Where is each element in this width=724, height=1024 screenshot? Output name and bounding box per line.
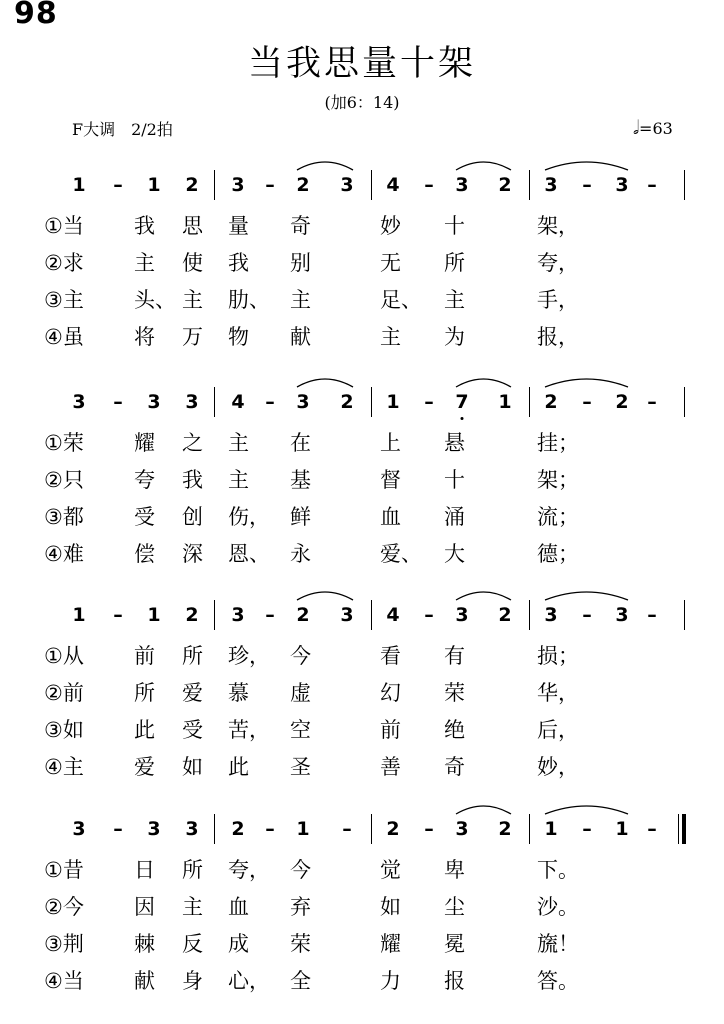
- lyric-syllable: 主: [380, 325, 401, 349]
- lyric-syllable: 主: [228, 431, 249, 455]
- lyric-syllable: 主: [444, 288, 465, 312]
- note: 7: [455, 391, 469, 413]
- lyric-syllable: ①荣: [44, 431, 84, 455]
- hymn-number: 98: [14, 0, 58, 31]
- lyric-syllable: ③都: [44, 505, 84, 529]
- note: 2: [498, 818, 512, 840]
- lyric-syllable: 偿: [134, 542, 155, 566]
- tie-arc: [297, 162, 353, 170]
- lyric-syllable: 如: [182, 755, 203, 779]
- lyric-syllable: 成: [228, 932, 249, 956]
- lyric-syllable: 伤，: [228, 505, 270, 529]
- lyric-syllable: 今: [290, 644, 311, 668]
- tie-arc: [297, 379, 353, 387]
- lyric-syllable: 幻: [380, 681, 401, 705]
- lyric-syllable: 主: [182, 895, 203, 919]
- dash-note: –: [265, 391, 275, 413]
- note: 2: [296, 174, 310, 196]
- dash-note: –: [342, 818, 352, 840]
- lyric-syllable: 卑: [444, 858, 465, 882]
- lyric-syllable: 如: [380, 895, 401, 919]
- tie-arc: [297, 592, 353, 600]
- lyric-syllable: 华，: [537, 681, 579, 705]
- lyric-syllable: ①当: [44, 214, 84, 238]
- lyric-syllable: 因: [134, 895, 155, 919]
- note: 1: [544, 818, 558, 840]
- lyric-syllable: 架，: [537, 214, 579, 238]
- lyric-syllable: ②求: [44, 251, 84, 275]
- dash-note: –: [582, 604, 592, 626]
- lyric-syllable: 十: [444, 468, 465, 492]
- lyric-syllable: 夸，: [537, 251, 579, 275]
- note: 3: [544, 174, 558, 196]
- lyric-syllable: 心，: [228, 969, 270, 993]
- tie-arc: [545, 379, 628, 387]
- note: 3: [147, 391, 161, 413]
- lyric-syllable: 献: [134, 969, 155, 993]
- dash-note: –: [424, 174, 434, 196]
- lyric-syllable: 德；: [537, 542, 579, 566]
- dash-note: –: [265, 174, 275, 196]
- lyric-syllable: 报，: [537, 325, 579, 349]
- note: 3: [455, 604, 469, 626]
- lyric-syllable: 耀: [380, 932, 401, 956]
- note: 3: [296, 391, 310, 413]
- lyric-syllable: 妙，: [537, 755, 579, 779]
- lyric-syllable: 永: [290, 542, 311, 566]
- lyric-syllable: 慕: [228, 681, 249, 705]
- lyric-syllable: 使: [182, 251, 203, 275]
- note: 2: [185, 604, 199, 626]
- dash-note: –: [424, 391, 434, 413]
- lyric-syllable: ④主: [44, 755, 84, 779]
- note: 4: [386, 604, 400, 626]
- note: 3: [615, 604, 629, 626]
- lyric-syllable: ①从: [44, 644, 84, 668]
- lyric-syllable: 珍，: [228, 644, 270, 668]
- dash-note: –: [647, 174, 657, 196]
- lyric-syllable: 深: [182, 542, 203, 566]
- dash-note: –: [113, 174, 123, 196]
- lyric-syllable: 日: [134, 858, 155, 882]
- lyric-syllable: 血: [380, 505, 401, 529]
- note: 3: [455, 174, 469, 196]
- note: 1: [498, 391, 512, 413]
- note: 1: [147, 174, 161, 196]
- lyric-syllable: 主: [182, 288, 203, 312]
- lyric-syllable: 空: [290, 718, 311, 742]
- lyric-syllable: 将: [134, 325, 155, 349]
- dash-note: –: [113, 391, 123, 413]
- lyric-syllable: 量: [228, 214, 249, 238]
- lyric-syllable: 督: [380, 468, 401, 492]
- tie-arc: [456, 806, 511, 814]
- tie-arc: [545, 162, 628, 170]
- lyric-syllable: 我: [182, 468, 203, 492]
- lyric-syllable: ③如: [44, 718, 84, 742]
- lyric-syllable: ④难: [44, 542, 84, 566]
- note: 1: [615, 818, 629, 840]
- lyric-syllable: ②前: [44, 681, 84, 705]
- dash-note: –: [265, 604, 275, 626]
- lyric-syllable: 奇: [444, 755, 465, 779]
- lyric-syllable: 架；: [537, 468, 579, 492]
- lyric-syllable: 圣: [290, 755, 311, 779]
- lyric-syllable: 此: [134, 718, 155, 742]
- note: 2: [498, 174, 512, 196]
- lyric-syllable: 虚: [290, 681, 311, 705]
- dash-note: –: [582, 818, 592, 840]
- lyric-syllable: 所: [182, 644, 203, 668]
- lyric-syllable: ④虽: [44, 325, 84, 349]
- lyric-syllable: ③主: [44, 288, 84, 312]
- dash-note: –: [647, 604, 657, 626]
- note: 3: [185, 391, 199, 413]
- dash-note: –: [582, 174, 592, 196]
- dash-note: –: [647, 818, 657, 840]
- lyric-syllable: 荣: [290, 932, 311, 956]
- lyric-syllable: 献: [290, 325, 311, 349]
- note: 4: [386, 174, 400, 196]
- lyric-syllable: 反: [182, 932, 203, 956]
- lyric-syllable: 下。: [537, 858, 579, 882]
- lyric-syllable: 我: [134, 214, 155, 238]
- lyric-syllable: 力: [380, 969, 401, 993]
- lyric-syllable: 有: [444, 644, 465, 668]
- lyric-syllable: 耀: [134, 431, 155, 455]
- lyric-syllable: 所: [444, 251, 465, 275]
- hymn-title: 当我思量十架: [247, 44, 476, 84]
- lyric-syllable: 流；: [537, 505, 579, 529]
- lyric-syllable: 此: [228, 755, 249, 779]
- lyric-syllable: 基: [290, 468, 311, 492]
- note: 2: [386, 818, 400, 840]
- lyric-syllable: 荣: [444, 681, 465, 705]
- lyric-syllable: 弃: [290, 895, 311, 919]
- note: 1: [72, 174, 86, 196]
- key-signature: F大调 2/2拍: [72, 120, 173, 139]
- lyric-syllable: 觉: [380, 858, 401, 882]
- lyric-syllable: 身: [182, 969, 203, 993]
- lyric-syllable: 夸，: [228, 858, 270, 882]
- lyric-syllable: 旒！: [537, 932, 579, 956]
- lyric-syllable: 后，: [537, 718, 579, 742]
- note: 1: [386, 391, 400, 413]
- note: 2: [340, 391, 354, 413]
- lyric-syllable: 受: [134, 505, 155, 529]
- note: 2: [296, 604, 310, 626]
- lyric-syllable: 大: [444, 542, 465, 566]
- note: 2: [185, 174, 199, 196]
- lyric-syllable: 沙。: [537, 895, 579, 919]
- lyric-syllable: ②只: [44, 468, 84, 492]
- lyric-syllable: 爱、: [380, 542, 422, 566]
- lyric-syllable: 尘: [444, 895, 465, 919]
- lyric-syllable: 答。: [537, 969, 579, 993]
- lyric-syllable: 全: [290, 969, 311, 993]
- note: 3: [544, 604, 558, 626]
- dash-note: –: [424, 604, 434, 626]
- lyric-syllable: 主: [228, 468, 249, 492]
- note: 3: [147, 818, 161, 840]
- lyric-syllable: 今: [290, 858, 311, 882]
- tie-arc: [545, 806, 628, 814]
- lyric-syllable: 我: [228, 251, 249, 275]
- half-note-icon: 𝅗𝅥: [633, 117, 640, 139]
- tie-arc: [456, 592, 511, 600]
- lyric-syllable: 在: [290, 431, 311, 455]
- lyric-syllable: ③荆: [44, 932, 84, 956]
- lyric-syllable: 之: [182, 431, 203, 455]
- lyric-syllable: 受: [182, 718, 203, 742]
- lyric-syllable: 所: [134, 681, 155, 705]
- note: 3: [72, 818, 86, 840]
- note: 3: [72, 391, 86, 413]
- lyric-syllable: 损；: [537, 644, 579, 668]
- note: 1: [147, 604, 161, 626]
- lyric-syllable: 夸: [134, 468, 155, 492]
- lyric-syllable: 棘: [134, 932, 155, 956]
- lyric-syllable: 悬: [444, 431, 465, 455]
- lyric-syllable: ①昔: [44, 858, 84, 882]
- lyric-syllable: 十: [444, 214, 465, 238]
- note: 3: [231, 174, 245, 196]
- note: 2: [615, 391, 629, 413]
- note: 1: [72, 604, 86, 626]
- lyric-syllable: 前: [380, 718, 401, 742]
- lyric-syllable: 物: [228, 325, 249, 349]
- note: 2: [231, 818, 245, 840]
- lyric-syllable: ④当: [44, 969, 84, 993]
- lyric-syllable: 爱: [182, 681, 203, 705]
- lyric-syllable: 思: [182, 214, 203, 238]
- lyric-syllable: 妙: [380, 214, 401, 238]
- tie-arc: [456, 162, 511, 170]
- lyric-syllable: 无: [380, 251, 401, 275]
- lyric-syllable: 足、: [380, 288, 422, 312]
- note: 3: [615, 174, 629, 196]
- tie-arc: [456, 379, 511, 387]
- dash-note: –: [582, 391, 592, 413]
- lyric-syllable: 绝: [444, 718, 465, 742]
- lyric-syllable: 报: [444, 969, 465, 993]
- lyric-syllable: 苦，: [228, 718, 270, 742]
- note: 3: [185, 818, 199, 840]
- tempo-value: =63: [639, 119, 673, 138]
- dash-note: –: [647, 391, 657, 413]
- tie-arc: [545, 592, 628, 600]
- lyric-syllable: 前: [134, 644, 155, 668]
- lyric-syllable: 冕: [444, 932, 465, 956]
- note: 2: [544, 391, 558, 413]
- lyric-syllable: 奇: [290, 214, 311, 238]
- lyric-syllable: 善: [380, 755, 401, 779]
- lyric-syllable: 爱: [134, 755, 155, 779]
- note: 3: [231, 604, 245, 626]
- note: 3: [340, 604, 354, 626]
- lyric-syllable: 看: [380, 644, 401, 668]
- note: 3: [340, 174, 354, 196]
- lyric-syllable: 肋、: [228, 288, 270, 312]
- lyric-syllable: 创: [182, 505, 203, 529]
- lyric-syllable: 为: [444, 325, 465, 349]
- lyric-syllable: 涌: [444, 505, 465, 529]
- dash-note: –: [265, 818, 275, 840]
- lyric-syllable: 挂；: [537, 431, 579, 455]
- lyric-syllable: 万: [182, 325, 203, 349]
- note: 3: [455, 818, 469, 840]
- lyric-syllable: 恩、: [228, 542, 270, 566]
- dash-note: –: [113, 604, 123, 626]
- lyric-syllable: 别: [290, 251, 311, 275]
- lyric-syllable: 主: [134, 251, 155, 275]
- lyric-syllable: ②今: [44, 895, 84, 919]
- lyric-syllable: 主: [290, 288, 311, 312]
- lyric-syllable: 上: [380, 431, 401, 455]
- lyric-syllable: 手，: [537, 288, 579, 312]
- note: 4: [231, 391, 245, 413]
- lyric-syllable: 鲜: [290, 505, 311, 529]
- lyric-syllable: 血: [228, 895, 249, 919]
- lyric-syllable: 头、: [134, 288, 176, 312]
- note: 2: [498, 604, 512, 626]
- dash-note: –: [424, 818, 434, 840]
- scripture-reference: (加6：14): [324, 93, 400, 112]
- note: 1: [296, 818, 310, 840]
- dash-note: –: [113, 818, 123, 840]
- lyric-syllable: 所: [182, 858, 203, 882]
